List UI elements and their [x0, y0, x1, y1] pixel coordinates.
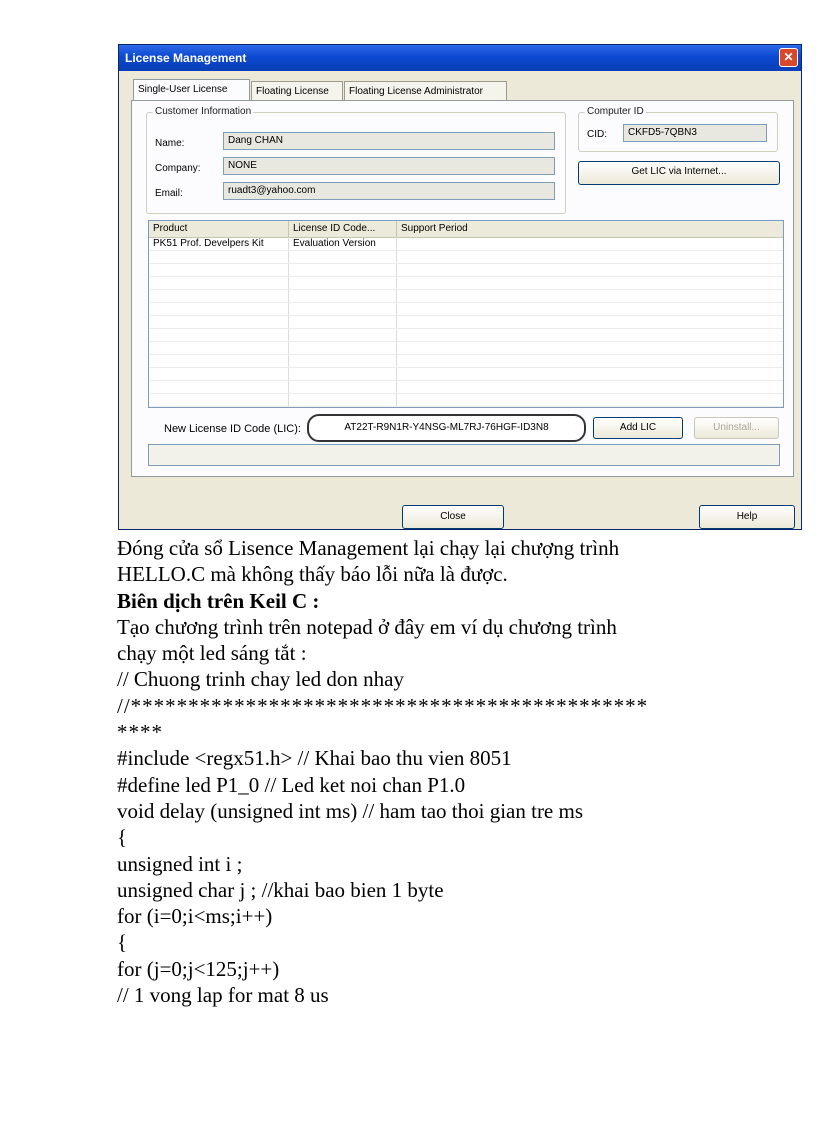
- name-label: Name:: [155, 138, 185, 149]
- table-row: [149, 290, 783, 303]
- email-label: Email:: [155, 188, 183, 199]
- code-line: unsigned int i ;: [117, 851, 243, 876]
- close-icon: ✕: [783, 50, 794, 64]
- table-row: [149, 368, 783, 381]
- close-window-button[interactable]: [779, 48, 798, 67]
- company-field[interactable]: NONE: [223, 157, 555, 175]
- cid-field[interactable]: CKFD5-7QBN3: [623, 124, 767, 142]
- code-line: void delay (unsigned int ms) // ham tao thoi gian tre ms: [117, 798, 584, 823]
- close-button[interactable]: Close: [402, 505, 504, 529]
- help-button[interactable]: Help: [699, 505, 795, 529]
- title-bar[interactable]: [119, 45, 801, 71]
- code-line: {: [117, 930, 128, 955]
- doc-line: Đóng cửa sổ Lisence Management lại chạy lại chượng trình: [117, 536, 620, 560]
- code-line: unsigned char j ; //khai bao bien 1 byte: [117, 877, 444, 902]
- column-support-period[interactable]: Support Period: [401, 223, 468, 234]
- doc-line: HELLO.C mà không thấy báo lỗi nữa là được.: [117, 562, 508, 587]
- uninstall-button[interactable]: Uninstall...: [694, 417, 779, 439]
- table-row: [149, 251, 783, 264]
- computer-id-group: [578, 106, 778, 152]
- code-line: // 1 vong lap for mat 8 us: [117, 983, 329, 1008]
- column-license-id-code[interactable]: License ID Code...: [289, 221, 397, 237]
- code-line: ****: [117, 720, 163, 745]
- table-row: [149, 342, 783, 355]
- name-field[interactable]: Dang CHAN: [223, 132, 555, 150]
- table-row: [149, 394, 783, 407]
- new-lic-label: New License ID Code (LIC):: [164, 423, 301, 435]
- code-line: //*********************************************: [117, 693, 649, 718]
- tab-floating-license[interactable]: Floating License: [251, 81, 343, 100]
- status-bar: [148, 444, 780, 466]
- cid-label: CID:: [587, 129, 607, 140]
- doc-line: chạy một led sáng tắt :: [117, 641, 307, 666]
- license-list[interactable]: [148, 220, 784, 408]
- code-line: #include <regx51.h> // Khai bao thu vien 8051: [117, 746, 512, 771]
- cell-support-period: [397, 238, 783, 250]
- cell-license-id: Evaluation Version: [293, 238, 376, 249]
- table-row[interactable]: [149, 238, 783, 251]
- table-row: [149, 277, 783, 290]
- code-line: #define led P1_0 // Led ket noi chan P1.0: [117, 772, 466, 797]
- license-list-header: [149, 221, 783, 238]
- customer-information-group: [146, 106, 566, 214]
- table-row: [149, 303, 783, 316]
- section-heading: Biên dịch trên Keil C :: [117, 588, 320, 613]
- license-management-dialog: [118, 44, 802, 530]
- table-row: [149, 355, 783, 368]
- get-lic-via-internet-button[interactable]: Get LIC via Internet...: [578, 161, 780, 185]
- tab-floating-license-administrator[interactable]: Floating License Administrator: [344, 81, 507, 100]
- doc-line: Tạo chương trình trên notepad ở đây em ví dụ chương trình: [117, 614, 617, 639]
- single-user-license-panel: [131, 100, 794, 477]
- company-label: Company:: [155, 163, 201, 174]
- computer-id-label: Computer ID: [587, 106, 644, 117]
- add-lic-button[interactable]: Add LIC: [593, 417, 683, 439]
- customer-information-label: Customer Information: [155, 106, 252, 117]
- table-row: [149, 316, 783, 329]
- table-row: [149, 329, 783, 342]
- document-body: [117, 535, 807, 1008]
- table-row: [149, 381, 783, 394]
- code-line: for (j=0;j<125;j++): [117, 956, 280, 981]
- new-lic-input[interactable]: AT22T-R9N1R-Y4NSG-ML7RJ-76HGF-ID3N8: [307, 414, 586, 442]
- code-line: for (i=0;i<ms;i++): [117, 904, 273, 929]
- code-line: {: [117, 825, 128, 850]
- code-line: // Chuong trinh chay led don nhay: [117, 667, 404, 692]
- cell-product: PK51 Prof. Develpers Kit: [153, 238, 264, 249]
- tab-single-user-license[interactable]: Single-User License: [133, 79, 250, 100]
- email-field[interactable]: ruadt3@yahoo.com: [223, 182, 555, 200]
- table-row: [149, 264, 783, 277]
- window-title: License Management: [125, 51, 247, 65]
- column-product[interactable]: Product: [149, 221, 289, 237]
